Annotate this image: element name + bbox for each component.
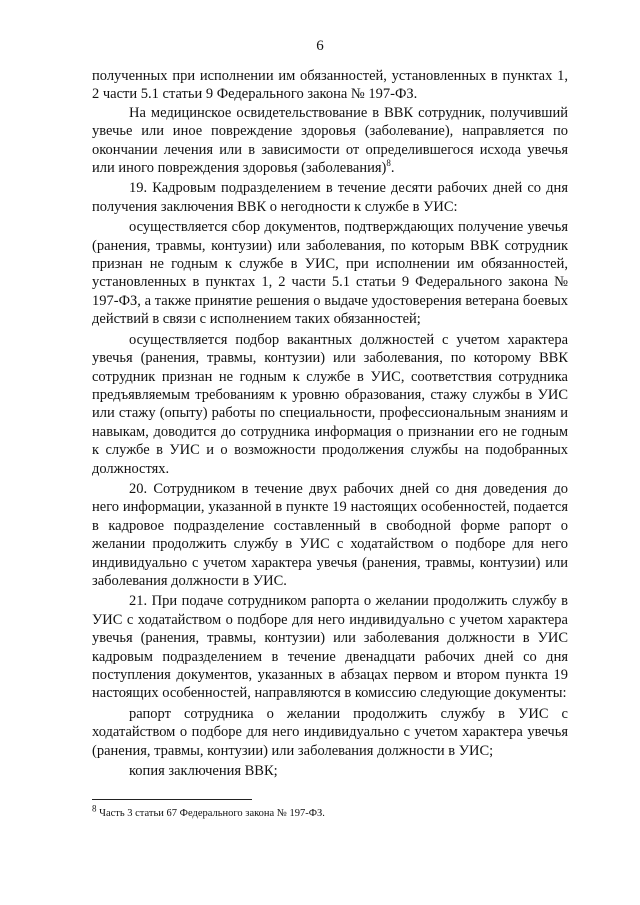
paragraph-report-document: рапорт сотрудника о желании продолжить службу в УИС с ходатайством о подборе для него индивидуально с учетом характера увечья (ранения, травмы, контузии) или заболевания должности в УИС; bbox=[92, 705, 568, 759]
paragraph-text: На медицинское освидетельствование в ВВК сотрудник, получивший увечье или иное повреждение здоровья (заболевание), направляется по окончании лечения или в зависимости от определившегося исхода увечья или иного повреждения здоровья (заболевания) bbox=[92, 104, 568, 177]
paragraph-document-collection: осуществляется сбор документов, подтверждающих получение увечья (ранения, травмы, контузии) или заболевания, по которым ВВК сотрудник признан не годным к службе в УИС, при исполнении им обязанностей, установленных в пунктах 1, 2 части 5.1 статьи 9 Федерального закона № 197-ФЗ, а также принятие решения о выдаче удостоверения ветерана боевых действий в связи с исполнением таких обязанностей; bbox=[92, 219, 568, 328]
footnote-text: Часть 3 статьи 67 Федерального закона № 197-ФЗ. bbox=[96, 808, 325, 819]
footnote bbox=[92, 803, 568, 820]
paragraph-vacancy-selection: осуществляется подбор вакантных должностей с учетом характера увечья (ранения, травмы, контузии) или заболевания, по которому ВВК сотрудник признан не годным к службе в УИС, соответствия сотрудника предъявляемым требованиям к уровню образования, стажу службы в УИС или стажу (опыту) работы по специальности, профессиональным знаниям и навыкам, доводится до сотрудника информация о признании его не годным к службе в УИС и о возможности продолжения службы на подобранных должностях. bbox=[92, 331, 568, 477]
paragraph-continuation: полученных при исполнении им обязанностей, установленных в пунктах 1, 2 части 5.1 статьи 9 Федерального закона № 197-ФЗ. bbox=[92, 68, 568, 103]
footnote-reference: 8 bbox=[386, 158, 391, 169]
paragraph-text-end: . bbox=[390, 160, 395, 177]
paragraph-item-19: 19. Кадровым подразделением в течение десяти рабочих дней со дня получения заключения ВВК о негодности к службе в УИС: bbox=[92, 180, 568, 215]
paragraph-item-21: 21. При подаче сотрудником рапорта о желании продолжить службу в УИС с ходатайством о подборе для него индивидуально с учетом характера увечья (ранения, травмы, контузии) или заболевания должности в УИС кадровым подразделением в течение двенадцати рабочих дней со дня поступления документов, указанных в абзацах первом и втором пункта 19 настоящих особенностей, направляются в комиссию следующие документы: bbox=[92, 593, 568, 702]
paragraph-item-20: 20. Сотрудником в течение двух рабочих дней со дня доведения до него информации, указанной в пункте 19 настоящих особенностей, подается в кадровое подразделение составленный в свободной форме рапорт о желании продолжить службу в УИС с ходатайством о подборе для него индивидуально с учетом характера увечья (ранения, травмы, контузии) или заболевания должности в УИС. bbox=[92, 480, 568, 589]
body-text bbox=[92, 67, 568, 780]
page-number: 6 bbox=[316, 38, 324, 54]
footnote-divider bbox=[92, 799, 252, 800]
paragraph-vvk-copy: копия заключения ВВК; bbox=[129, 763, 278, 780]
footnote-marker: 8 bbox=[92, 803, 97, 814]
paragraph-medical-examination bbox=[92, 104, 568, 178]
